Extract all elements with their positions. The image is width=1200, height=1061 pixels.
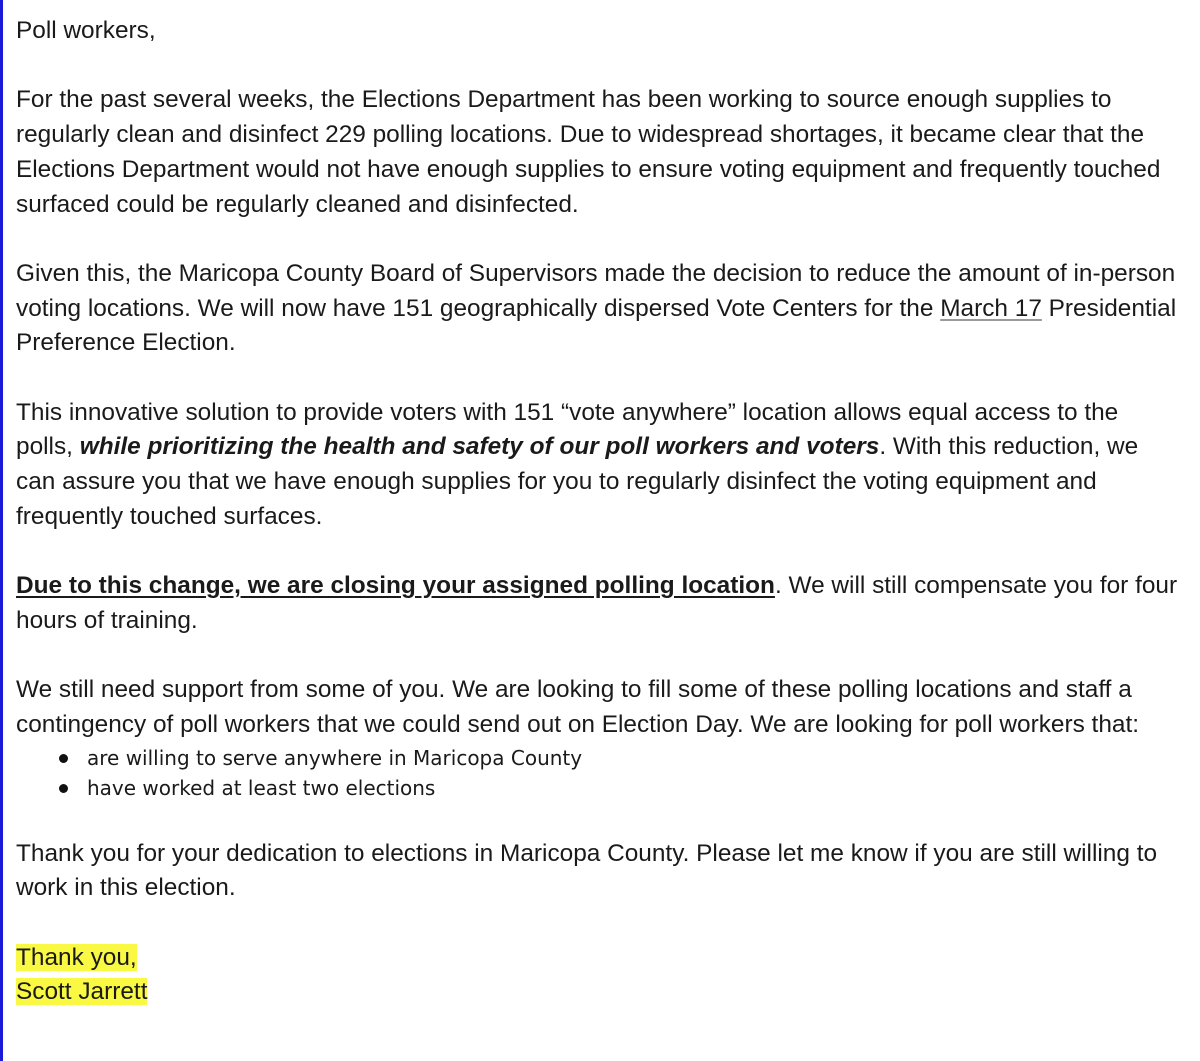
criteria-list: [16, 743, 1180, 803]
paragraph-solution-text: This innovative solution to provide voters with 151 “vote anywhere” location allows equal access to the polls,: [16, 398, 1119, 461]
paragraph-closing-text: . We will still compensate you for four hours of training.: [16, 572, 1178, 634]
paragraph-reduction-text: Given this, the Maricopa County Board of Supervisors made the decision to reduce the amount of in-person voting locations. We will now have 151 geographically dispersed Vote Centers for the: [16, 259, 1176, 322]
signoff: Thank you,: [16, 943, 137, 971]
signature-block: [16, 941, 1180, 1010]
health-safety-emphasis: while prioritizing the health and safety of our poll workers and voters: [79, 433, 880, 461]
salutation: Poll workers,: [16, 17, 156, 44]
signature-name: Scott Jarrett: [16, 978, 148, 1006]
list-item: have worked at least two elections: [87, 773, 1180, 803]
paragraph-solution-text-end: . With this reduction, we can assure you that we have enough supplies for you to regularly disinfect the voting equipment and frequently touched surfaces.: [16, 433, 1139, 530]
paragraph-reduction: [16, 257, 1180, 361]
paragraph-closing: [16, 569, 1180, 638]
paragraph-solution: [16, 396, 1180, 535]
paragraph-supplies: For the past several weeks, the Elections Department has been working to source enough supplies to regularly clean and disinfect 229 polling locations. Due to widespread shortages, it became clear that the Elections Department would not have enough supplies to ensure voting equipment and frequently touched surfaced could be regularly cleaned and disinfected.: [16, 86, 1161, 218]
paragraph-support: We still need support from some of you. We are looking to fill some of these polling locations and staff a contingency of poll workers that we could send out on Election Day. We are looking for poll workers that:: [16, 676, 1140, 738]
closing-notice-emphasis: Due to this change, we are closing your assigned polling location: [16, 572, 775, 600]
list-item: are willing to serve anywhere in Maricopa County: [87, 743, 1180, 773]
paragraph-thanks: Thank you for your dedication to elections in Maricopa County. Please let me know if you are still willing to work in this election.: [16, 839, 1158, 902]
paragraph-reduction-text-end: Presidential Preference Election.: [16, 294, 1177, 357]
date-link[interactable]: March 17: [940, 294, 1042, 322]
